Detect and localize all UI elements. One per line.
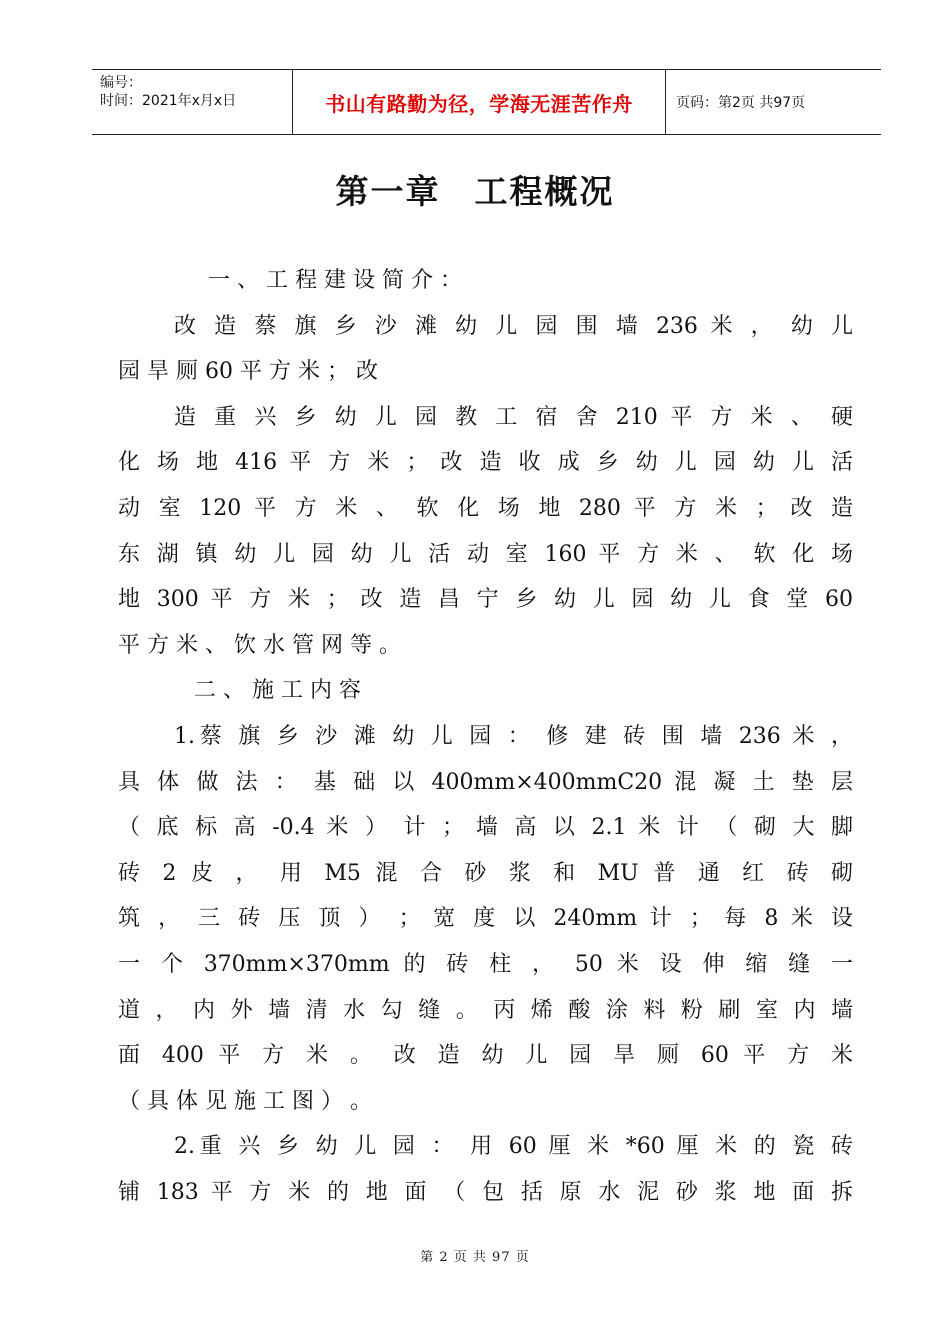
body-line: 道 ， 内 外 墙 清 水 勾 缝 。 丙 烯 酸 涂 料 粉 刷 室 内 墙 (118, 997, 853, 1023)
body-line: （ 具 体 见 施 工 图 ） 。 (118, 1088, 372, 1114)
body-line: 筑 ， 三 砖 压 顶 ） ； 宽 度 以 240mm 计 ； 每 8 米 设 (118, 906, 853, 932)
body-line: 东 湖 镇 幼 儿 园 幼 儿 活 动 室 160 平 方 米 、 软 化 场 (118, 541, 853, 567)
body-text (118, 258, 853, 1215)
time-label: 时间：2021年x月x日 (100, 93, 237, 109)
body-line: 砖 2 皮 ， 用 M5 混 合 砂 浆 和 MU 普 通 红 砖 砌 (118, 860, 853, 886)
body-line: 化 场 地 416 平 方 米 ； 改 造 收 成 乡 幼 儿 园 幼 儿 活 (118, 450, 853, 476)
body-line: 铺 183 平 方 米 的 地 面 （ 包 括 原 水 泥 砂 浆 地 面 拆 (118, 1179, 853, 1205)
chapter-name: 工程概况 (474, 172, 615, 211)
page-info-text: 页码：第2页 共97页 (676, 95, 806, 111)
body-line: 2.重 兴 乡 幼 儿 园 ： 用 60 厘 米 *60 厘 米 的 瓷 砖 (174, 1134, 853, 1160)
header-table (92, 69, 881, 135)
body-line: （ 底 标 高 -0.4 米 ） 计 ； 墙 高 以 2.1 米 计 （ 砌 大 脚 (118, 815, 853, 841)
body-line: 地 300 平 方 米 ； 改 造 昌 宁 乡 幼 儿 园 幼 儿 食 堂 60 (118, 587, 853, 613)
body-line: 平 方 米 、 饮 水 管 网 等 。 (118, 632, 401, 658)
body-line: 二 、 施 工 内 容 (194, 678, 361, 704)
body-line: 具 体 做 法 ： 基 础 以 400mm×400mmC20 混 凝 土 垫 层 (118, 769, 853, 795)
header-meta-cell (92, 70, 293, 134)
number-label: 编号： (100, 75, 142, 91)
body-line: 改 造 蔡 旗 乡 沙 滩 幼 儿 园 围 墙 236 米 ， 幼 儿 (174, 313, 853, 339)
page-footer: 第 2 页 共 97 页 (420, 1250, 530, 1265)
motto-cell (293, 70, 666, 134)
body-line: 一 、 工 程 建 设 简 介 ： (208, 268, 462, 293)
chapter-number: 第一章 (335, 172, 441, 211)
chapter-title (0, 166, 950, 213)
body-line: 园 旱 厕 60 平 方 米 ； 改 (118, 359, 378, 385)
motto-text: 书山有路勤为径，学海无涯苦作舟 (325, 91, 633, 116)
page-info-cell (666, 70, 881, 134)
body-line: 造 重 兴 乡 幼 儿 园 教 工 宿 舍 210 平 方 米 、 硬 (174, 404, 853, 430)
body-line: 一 个 370mm×370mm 的 砖 柱 ， 50 米 设 伸 缩 缝 一 (118, 951, 853, 977)
body-line: 1.蔡 旗 乡 沙 滩 幼 儿 园 ： 修 建 砖 围 墙 236 米 ， (174, 723, 853, 749)
body-line: 面 400 平 方 米 。 改 造 幼 儿 园 旱 厕 60 平 方 米 (118, 1043, 853, 1069)
body-line: 动 室 120 平 方 米 、 软 化 场 地 280 平 方 米 ； 改 造 (118, 495, 853, 521)
